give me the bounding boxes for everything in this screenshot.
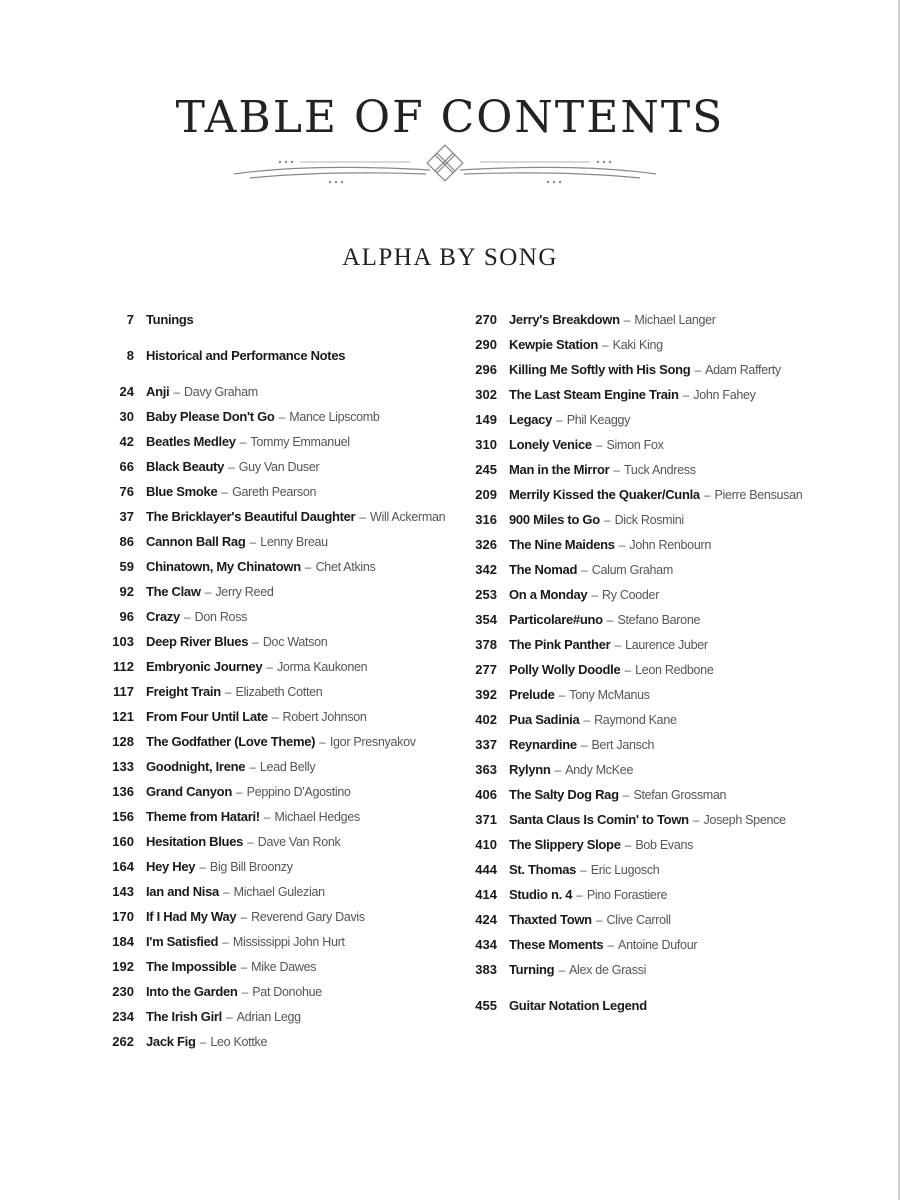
toc-page-number: 117 bbox=[113, 684, 134, 699]
toc-entry[interactable] bbox=[100, 559, 445, 584]
toc-page-number: 406 bbox=[475, 787, 497, 802]
toc-dash: – bbox=[607, 938, 615, 952]
toc-page-number: 234 bbox=[112, 1009, 134, 1024]
toc-song-title: Santa Claus Is Comin' to Town bbox=[509, 812, 689, 827]
toc-entry[interactable] bbox=[100, 834, 445, 859]
toc-artist: Antoine Dufour bbox=[618, 938, 698, 952]
toc-song-title: Man in the Mirror bbox=[509, 462, 610, 477]
toc-entry[interactable] bbox=[463, 612, 802, 637]
toc-dash: – bbox=[624, 663, 632, 677]
toc-entry[interactable] bbox=[100, 484, 445, 509]
section-subtitle: ALPHA BY SONG bbox=[342, 244, 558, 271]
toc-artist: Stefano Barone bbox=[617, 613, 701, 627]
toc-artist: Pierre Bensusan bbox=[714, 488, 803, 502]
toc-dash: – bbox=[278, 410, 286, 424]
toc-dash: – bbox=[247, 835, 254, 849]
toc-dash: – bbox=[603, 513, 611, 527]
toc-song-title: Killing Me Softly with His Song bbox=[509, 362, 691, 377]
toc-page-number: 414 bbox=[475, 887, 497, 902]
toc-page-number: 96 bbox=[119, 609, 134, 624]
toc-entry[interactable] bbox=[100, 348, 445, 373]
toc-dash: – bbox=[554, 763, 562, 777]
toc-song-title: Hey Hey bbox=[146, 859, 196, 874]
toc-page-number: 30 bbox=[119, 409, 134, 424]
toc-entry[interactable] bbox=[100, 934, 445, 959]
toc-song-title: Chinatown, My Chinatown bbox=[146, 559, 301, 574]
toc-entry[interactable] bbox=[463, 887, 802, 912]
toc-page-number: 296 bbox=[475, 362, 497, 377]
toc-artist: Simon Fox bbox=[606, 438, 664, 452]
toc-dash: – bbox=[576, 888, 583, 902]
toc-entry[interactable] bbox=[463, 412, 802, 437]
toc-page-number: 164 bbox=[112, 859, 134, 874]
toc-page-number: 290 bbox=[475, 337, 497, 352]
toc-artist: Elizabeth Cotten bbox=[235, 685, 323, 699]
toc-dash: – bbox=[606, 613, 614, 627]
toc-artist: Bob Evans bbox=[635, 838, 694, 852]
toc-artist: Michael Hedges bbox=[274, 810, 360, 824]
toc-dash: – bbox=[359, 510, 367, 524]
toc-song-title: Anji bbox=[146, 384, 170, 399]
toc-song-title: Pua Sadinia bbox=[509, 712, 580, 727]
toc-artist: Andy McKee bbox=[565, 763, 634, 777]
toc-song-title: These Moments bbox=[509, 937, 604, 952]
toc-entry[interactable] bbox=[463, 312, 802, 337]
toc-entry[interactable] bbox=[463, 762, 802, 787]
toc-entry[interactable] bbox=[463, 662, 802, 687]
toc-song-title: Prelude bbox=[509, 687, 555, 702]
toc-artist: Mance Lipscomb bbox=[289, 410, 380, 424]
toc-song-title: Goodnight, Irene bbox=[146, 759, 246, 774]
toc-page-number: 128 bbox=[112, 734, 134, 749]
toc-artist: Tony McManus bbox=[569, 688, 650, 702]
toc-entry[interactable] bbox=[463, 837, 802, 862]
toc-dash: – bbox=[240, 910, 248, 924]
toc-page-number: 392 bbox=[475, 687, 497, 702]
toc-entry[interactable] bbox=[100, 859, 445, 884]
toc-song-title: Thaxted Town bbox=[509, 912, 592, 927]
toc-artist: Davy Graham bbox=[184, 385, 258, 399]
toc-dash: – bbox=[235, 785, 243, 799]
toc-dash: – bbox=[225, 1010, 233, 1024]
toc-entry[interactable] bbox=[100, 459, 445, 484]
toc-song-title: St. Thomas bbox=[509, 862, 577, 877]
toc-artist: Mike Dawes bbox=[251, 960, 317, 974]
toc-page-number: 136 bbox=[112, 784, 134, 799]
toc-left-column bbox=[100, 312, 445, 1059]
toc-artist: Jorma Kaukonen bbox=[276, 660, 368, 674]
toc-song-title: Grand Canyon bbox=[146, 784, 232, 799]
toc-page-number: 245 bbox=[475, 462, 497, 477]
page-title: TABLE OF CONTENTS bbox=[175, 92, 725, 143]
toc-song-title: The Slippery Slope bbox=[509, 837, 621, 852]
toc-entry[interactable] bbox=[463, 937, 802, 962]
toc-page-number: 383 bbox=[475, 962, 497, 977]
toc-artist: Eric Lugosch bbox=[590, 863, 660, 877]
toc-dash: – bbox=[558, 688, 566, 702]
toc-artist: Mississippi John Hurt bbox=[232, 935, 345, 949]
toc-dash: – bbox=[239, 435, 247, 449]
toc-entry[interactable] bbox=[100, 1009, 445, 1034]
toc-dash: – bbox=[228, 460, 235, 474]
toc-entry[interactable] bbox=[100, 909, 445, 934]
toc-entry[interactable] bbox=[463, 537, 802, 562]
toc-song-title: Beatles Medley bbox=[146, 434, 236, 449]
toc-entry[interactable] bbox=[100, 409, 445, 434]
toc-page-number: 402 bbox=[475, 712, 497, 727]
toc-dash: – bbox=[595, 438, 603, 452]
toc-entry[interactable] bbox=[463, 387, 802, 412]
toc-dash: – bbox=[204, 585, 212, 599]
toc-page-number: 209 bbox=[475, 487, 497, 502]
toc-entry[interactable] bbox=[463, 712, 802, 737]
toc-song-title: 900 Miles to Go bbox=[509, 512, 600, 527]
toc-entry[interactable] bbox=[100, 384, 445, 409]
toc-page-number: 92 bbox=[119, 584, 134, 599]
toc-entry[interactable] bbox=[463, 637, 802, 662]
toc-entry[interactable] bbox=[100, 1034, 445, 1059]
toc-song-title: Studio n. 4 bbox=[509, 887, 573, 902]
toc-page-number: 455 bbox=[475, 998, 497, 1013]
toc-song-title: Ian and Nisa bbox=[146, 884, 219, 899]
toc-song-title: Embryonic Journey bbox=[146, 659, 263, 674]
toc-dash: – bbox=[249, 535, 257, 549]
toc-dash: – bbox=[319, 735, 326, 749]
toc-page-number: 262 bbox=[112, 1034, 134, 1049]
toc-page-number: 112 bbox=[113, 659, 134, 674]
toc-artist: Bert Jansch bbox=[591, 738, 655, 752]
toc-song-title: The Salty Dog Rag bbox=[509, 787, 619, 802]
toc-artist: Tuck Andress bbox=[624, 463, 696, 477]
toc-entry[interactable] bbox=[463, 337, 802, 362]
toc-artist: Dick Rosmini bbox=[614, 513, 684, 527]
toc-artist: Igor Presnyakov bbox=[329, 735, 416, 749]
toc-entry[interactable] bbox=[463, 737, 802, 762]
toc-song-title: Polly Wolly Doodle bbox=[509, 662, 621, 677]
toc-artist: Joseph Spence bbox=[703, 813, 786, 827]
toc-artist: Stefan Grossman bbox=[633, 788, 727, 802]
toc-dash: – bbox=[613, 463, 621, 477]
ornament-divider bbox=[230, 144, 660, 196]
toc-dash: – bbox=[556, 413, 563, 427]
toc-entry[interactable] bbox=[463, 487, 802, 512]
toc-song-title: Particolare#uno bbox=[509, 612, 603, 627]
toc-page-number: 184 bbox=[112, 934, 134, 949]
toc-artist: Michael Langer bbox=[634, 313, 716, 327]
toc-dash: – bbox=[591, 588, 599, 602]
toc-page-number: 277 bbox=[475, 662, 497, 677]
toc-page-number: 143 bbox=[112, 884, 134, 899]
toc-artist: Big Bill Broonzy bbox=[209, 860, 293, 874]
toc-page-number: 59 bbox=[119, 559, 134, 574]
toc-entry[interactable] bbox=[100, 984, 445, 1009]
toc-song-title: Guitar Notation Legend bbox=[509, 998, 647, 1013]
toc-entry[interactable] bbox=[463, 998, 802, 1023]
toc-song-title: Freight Train bbox=[146, 684, 221, 699]
toc-artist: Michael Gulezian bbox=[233, 885, 325, 899]
toc-page-number: 192 bbox=[112, 959, 134, 974]
toc-artist: Chet Atkins bbox=[315, 560, 376, 574]
toc-artist: Phil Keaggy bbox=[566, 413, 631, 427]
toc-entry[interactable] bbox=[463, 587, 802, 612]
toc-song-title: The Last Steam Engine Train bbox=[509, 387, 679, 402]
toc-entry[interactable] bbox=[100, 709, 445, 734]
toc-dash: – bbox=[601, 338, 609, 352]
toc-song-title: From Four Until Late bbox=[146, 709, 268, 724]
toc-artist: Pino Forastiere bbox=[586, 888, 668, 902]
toc-page-number: 156 bbox=[112, 809, 134, 824]
toc-entry[interactable] bbox=[100, 809, 445, 834]
toc-dash: – bbox=[692, 813, 700, 827]
toc-page-number: 434 bbox=[475, 937, 497, 952]
toc-page-number: 133 bbox=[112, 759, 134, 774]
toc-song-title: Baby Please Don't Go bbox=[146, 409, 275, 424]
toc-page-number: 371 bbox=[475, 812, 497, 827]
toc-page-number: 76 bbox=[119, 484, 134, 499]
toc-song-title: Turning bbox=[509, 962, 555, 977]
toc-artist: Raymond Kane bbox=[594, 713, 677, 727]
toc-entry[interactable] bbox=[463, 562, 802, 587]
toc-song-title: The Bricklayer's Beautiful Daughter bbox=[146, 509, 356, 524]
toc-artist: Will Ackerman bbox=[370, 510, 446, 524]
toc-song-title: The Impossible bbox=[146, 959, 237, 974]
toc-song-title: Theme from Hatari! bbox=[146, 809, 260, 824]
toc-page-number: 270 bbox=[475, 312, 497, 327]
toc-entry[interactable] bbox=[100, 609, 445, 634]
toc-song-title: Rylynn bbox=[509, 762, 551, 777]
toc-artist: Peppino D'Agostino bbox=[246, 785, 351, 799]
toc-page-number: 424 bbox=[475, 912, 497, 927]
toc-song-title: The Nine Maidens bbox=[509, 537, 615, 552]
toc-song-title: Lonely Venice bbox=[509, 437, 592, 452]
toc-page-number: 7 bbox=[126, 312, 134, 327]
toc-artist: John Renbourn bbox=[629, 538, 712, 552]
toc-entry[interactable] bbox=[463, 687, 802, 712]
toc-entry[interactable] bbox=[100, 312, 445, 337]
toc-page-number: 37 bbox=[119, 509, 134, 524]
toc-dash: – bbox=[304, 560, 312, 574]
toc-song-title: The Godfather (Love Theme) bbox=[146, 734, 316, 749]
toc-page-number: 310 bbox=[475, 437, 497, 452]
toc-page-number: 170 bbox=[112, 909, 134, 924]
toc-dash: – bbox=[622, 788, 630, 802]
toc-dash: – bbox=[580, 863, 587, 877]
toc-page-number: 378 bbox=[475, 637, 497, 652]
toc-dash: – bbox=[583, 713, 591, 727]
toc-artist: Leon Redbone bbox=[635, 663, 714, 677]
toc-page-number: 24 bbox=[119, 384, 134, 399]
toc-entry[interactable] bbox=[100, 959, 445, 984]
toc-page-number: 160 bbox=[112, 834, 134, 849]
toc-artist: Calum Graham bbox=[591, 563, 673, 577]
toc-dash: – bbox=[224, 685, 232, 699]
toc-dash: – bbox=[618, 538, 626, 552]
toc-page-number: 149 bbox=[475, 412, 497, 427]
toc-page-number: 342 bbox=[475, 562, 497, 577]
toc-page-number: 86 bbox=[119, 534, 134, 549]
toc-artist: Kaki King bbox=[612, 338, 663, 352]
toc-song-title: Into the Garden bbox=[146, 984, 238, 999]
toc-entry[interactable] bbox=[100, 634, 445, 659]
toc-entry[interactable] bbox=[463, 362, 802, 387]
toc-song-title: The Nomad bbox=[509, 562, 578, 577]
toc-entry[interactable] bbox=[100, 784, 445, 809]
toc-dash: – bbox=[595, 913, 603, 927]
toc-song-title: Hesitation Blues bbox=[146, 834, 244, 849]
toc-dash: – bbox=[581, 563, 588, 577]
toc-song-title: The Irish Girl bbox=[146, 1009, 222, 1024]
toc-page-number: 253 bbox=[475, 587, 497, 602]
toc-page-number: 410 bbox=[475, 837, 497, 852]
toc-dash: – bbox=[222, 885, 230, 899]
toc-entry[interactable] bbox=[100, 734, 445, 759]
toc-artist: Lead Belly bbox=[259, 760, 316, 774]
toc-right-column bbox=[463, 312, 802, 1023]
toc-entry[interactable] bbox=[463, 812, 802, 837]
toc-page-number: 326 bbox=[475, 537, 497, 552]
toc-artist: Reverend Gary Davis bbox=[251, 910, 365, 924]
toc-dash: – bbox=[241, 985, 249, 999]
toc-dash: – bbox=[252, 635, 259, 649]
toc-artist: Jerry Reed bbox=[215, 585, 274, 599]
toc-song-title: Tunings bbox=[146, 312, 194, 327]
toc-artist: Gareth Pearson bbox=[232, 485, 317, 499]
toc-dash: – bbox=[173, 385, 181, 399]
toc-song-title: Deep River Blues bbox=[146, 634, 249, 649]
toc-dash: – bbox=[266, 660, 273, 674]
toc-dash: – bbox=[199, 860, 206, 874]
toc-artist: Clive Carroll bbox=[606, 913, 671, 927]
toc-artist: Tommy Emmanuel bbox=[250, 435, 350, 449]
toc-page-number: 121 bbox=[112, 709, 134, 724]
toc-dash: – bbox=[703, 488, 711, 502]
toc-page-number: 103 bbox=[112, 634, 134, 649]
toc-song-title: Cannon Ball Rag bbox=[146, 534, 246, 549]
toc-artist: Doc Watson bbox=[262, 635, 328, 649]
toc-song-title: Merrily Kissed the Quaker/Cunla bbox=[509, 487, 700, 502]
toc-dash: – bbox=[263, 810, 271, 824]
toc-dash: – bbox=[694, 363, 702, 377]
toc-entry[interactable] bbox=[100, 434, 445, 459]
toc-entry[interactable] bbox=[100, 509, 445, 534]
toc-entry[interactable] bbox=[463, 512, 802, 537]
toc-song-title: If I Had My Way bbox=[146, 909, 237, 924]
toc-entry[interactable] bbox=[100, 659, 445, 684]
toc-entry[interactable] bbox=[100, 534, 445, 559]
toc-entry[interactable] bbox=[463, 912, 802, 937]
toc-dash: – bbox=[682, 388, 690, 402]
toc-entry[interactable] bbox=[100, 684, 445, 709]
toc-song-title: Black Beauty bbox=[146, 459, 225, 474]
toc-entry[interactable] bbox=[100, 584, 445, 609]
toc-artist: Alex de Grassi bbox=[569, 963, 647, 977]
toc-entry[interactable] bbox=[463, 787, 802, 812]
toc-page-number: 363 bbox=[475, 762, 497, 777]
toc-artist: Pat Donohue bbox=[252, 985, 322, 999]
toc-song-title: Jack Fig bbox=[146, 1034, 196, 1049]
toc-artist: Leo Kottke bbox=[210, 1035, 268, 1049]
toc-dash: – bbox=[221, 485, 229, 499]
toc-page-number: 337 bbox=[475, 737, 497, 752]
toc-dash: – bbox=[614, 638, 622, 652]
toc-dash: – bbox=[199, 1035, 207, 1049]
toc-song-title: Crazy bbox=[146, 609, 180, 624]
toc-song-title: Reynardine bbox=[509, 737, 577, 752]
toc-dash: – bbox=[222, 935, 229, 949]
toc-artist: Adam Rafferty bbox=[705, 363, 781, 377]
toc-dash: – bbox=[183, 610, 191, 624]
toc-song-title: Jerry's Breakdown bbox=[509, 312, 620, 327]
toc-entry[interactable] bbox=[100, 884, 445, 909]
toc-artist: John Fahey bbox=[693, 388, 756, 402]
toc-dash: – bbox=[580, 738, 588, 752]
toc-artist: Lenny Breau bbox=[260, 535, 328, 549]
toc-song-title: The Pink Panther bbox=[509, 637, 611, 652]
toc-entry[interactable] bbox=[463, 437, 802, 462]
toc-song-title: Historical and Performance Notes bbox=[146, 348, 346, 363]
toc-page-number: 66 bbox=[119, 459, 134, 474]
toc-entry[interactable] bbox=[100, 759, 445, 784]
toc-artist: Don Ross bbox=[194, 610, 248, 624]
toc-page-number: 316 bbox=[475, 512, 497, 527]
toc-song-title: The Claw bbox=[146, 584, 201, 599]
toc-artist: Robert Johnson bbox=[282, 710, 367, 724]
toc-artist: Adrian Legg bbox=[236, 1010, 301, 1024]
toc-artist: Dave Van Ronk bbox=[257, 835, 341, 849]
toc-song-title: On a Monday bbox=[509, 587, 588, 602]
toc-dash: – bbox=[271, 710, 279, 724]
toc-dash: – bbox=[624, 838, 632, 852]
toc-dash: – bbox=[623, 313, 631, 327]
toc-song-title: Legacy bbox=[509, 412, 553, 427]
toc-page-number: 42 bbox=[119, 434, 134, 449]
toc-entry[interactable] bbox=[463, 862, 802, 887]
toc-artist: Guy Van Duser bbox=[238, 460, 320, 474]
toc-entry[interactable] bbox=[463, 962, 802, 987]
toc-song-title: Kewpie Station bbox=[509, 337, 598, 352]
toc-page-number: 230 bbox=[112, 984, 134, 999]
toc-artist: Ry Cooder bbox=[602, 588, 660, 602]
toc-dash: – bbox=[240, 960, 248, 974]
toc-dash: – bbox=[249, 760, 256, 774]
toc-page-number: 444 bbox=[475, 862, 497, 877]
toc-dash: – bbox=[558, 963, 565, 977]
toc-song-title: Blue Smoke bbox=[146, 484, 218, 499]
toc-artist: Laurence Juber bbox=[625, 638, 708, 652]
toc-page-number: 354 bbox=[475, 612, 497, 627]
toc-entry[interactable] bbox=[463, 462, 802, 487]
toc-page-number: 8 bbox=[126, 348, 134, 363]
toc-page-number: 302 bbox=[475, 387, 497, 402]
toc-song-title: I'm Satisfied bbox=[146, 934, 219, 949]
